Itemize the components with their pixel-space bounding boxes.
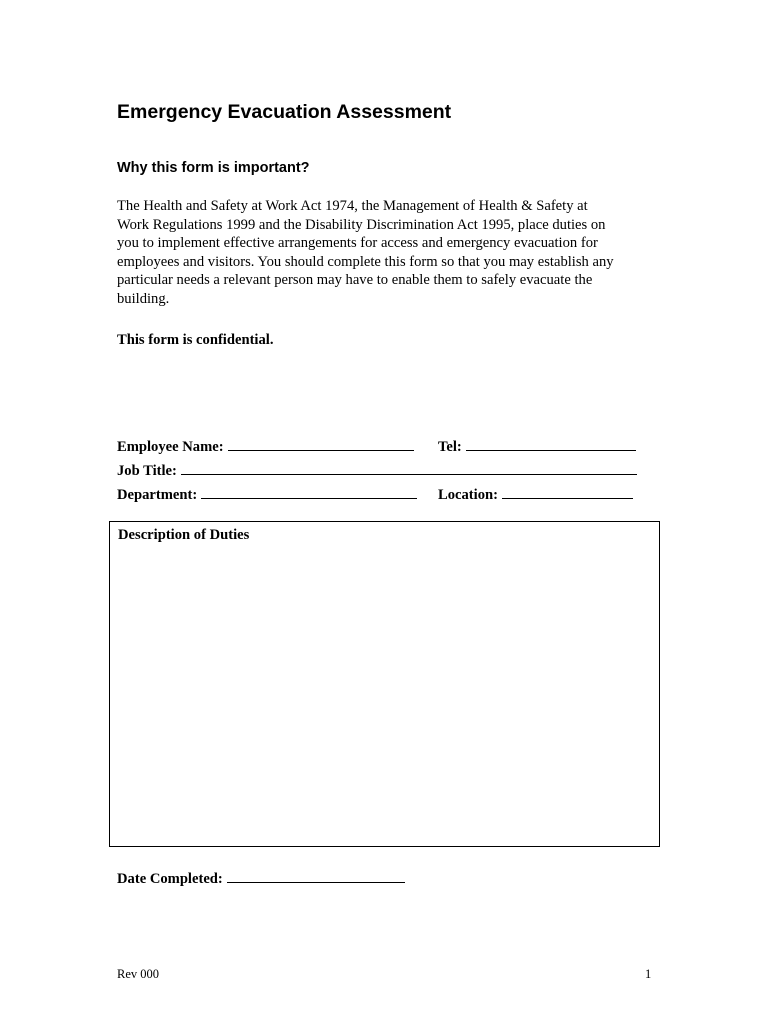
duties-box[interactable]: [109, 521, 660, 847]
intro-line: employees and visitors. You should complete this form so that you may establish any: [117, 253, 614, 270]
location-input[interactable]: [502, 485, 633, 499]
intro-line: particular needs a relevant person may have to enable them to safely evacuate the: [117, 272, 593, 288]
department-field: [117, 485, 417, 504]
employee-name-label: Employee Name:: [117, 439, 224, 455]
date-completed-label: Date Completed:: [117, 871, 223, 887]
tel-label: Tel:: [438, 439, 462, 455]
confidential-note: This form is confidential.: [117, 332, 274, 348]
tel-input[interactable]: [466, 437, 636, 451]
date-completed-field: [117, 869, 405, 888]
section-heading: Why this form is important?: [117, 160, 310, 176]
tel-field: [438, 437, 636, 456]
department-location-row: [117, 485, 662, 505]
duties-label: Description of Duties: [118, 527, 250, 543]
department-label: Department:: [117, 487, 198, 503]
duties-input[interactable]: [118, 550, 651, 838]
employee-name-field: [117, 437, 414, 456]
employee-name-input[interactable]: [228, 437, 414, 451]
location-field: [438, 485, 633, 504]
intro-paragraph: [117, 197, 662, 308]
job-title-input[interactable]: [181, 461, 637, 475]
intro-line: you to implement effective arrangements for access and emergency evacuation for: [117, 235, 598, 251]
date-completed-input[interactable]: [227, 869, 405, 883]
intro-line: building.: [117, 290, 170, 307]
date-completed-row: [117, 869, 517, 889]
employee-tel-row: [117, 437, 662, 457]
location-label: Location:: [438, 487, 498, 503]
department-input[interactable]: [201, 485, 417, 499]
job-title-label: Job Title:: [117, 463, 177, 479]
revision-label: Rev 000: [117, 967, 160, 981]
intro-line: Work Regulations 1999 and the Disability Discrimination Act 1995, place duties on: [117, 216, 606, 233]
page-title: Emergency Evacuation Assessment: [117, 101, 452, 123]
page-number: 1: [645, 967, 652, 981]
job-title-row: [117, 461, 662, 481]
intro-line: The Health and Safety at Work Act 1974, the Management of Health & Safety at: [117, 198, 588, 214]
job-title-field: [117, 461, 637, 480]
